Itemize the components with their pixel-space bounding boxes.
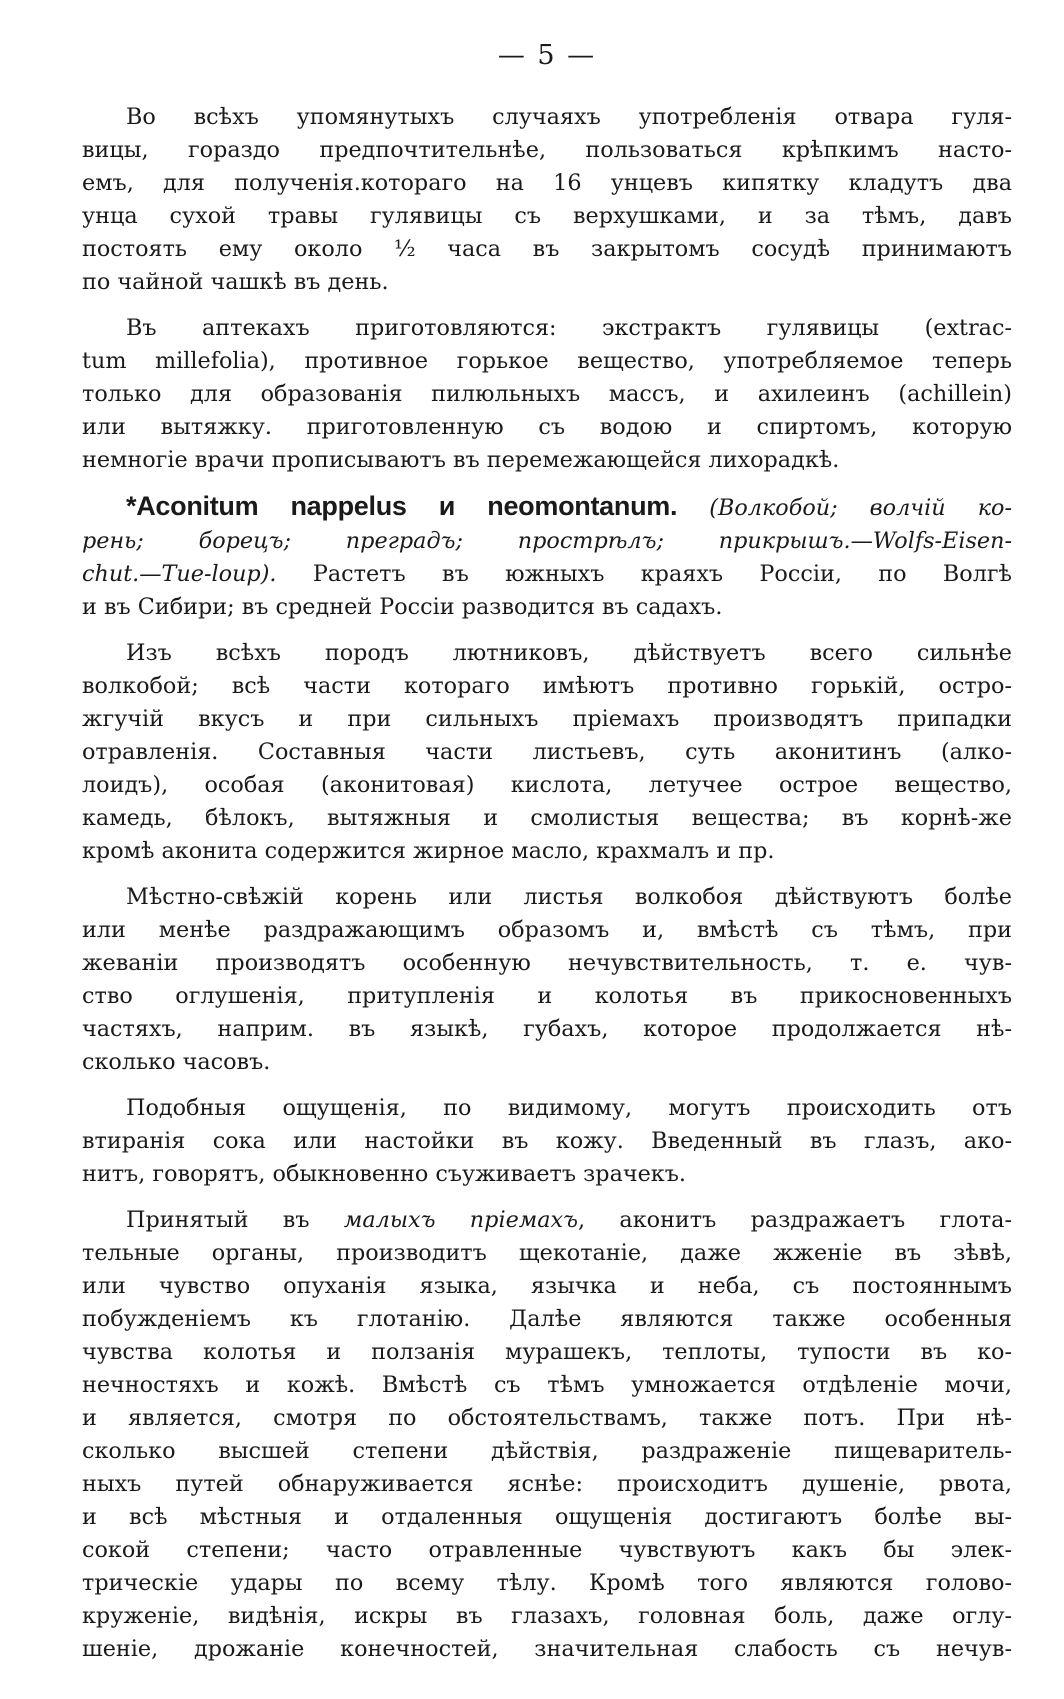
text-line: Въ аптекахъ приготовляются: экстрактъ гулявицы (extrac- bbox=[126, 315, 1012, 341]
emphasis-small-doses: малыхъ пріемахъ bbox=[343, 1207, 578, 1233]
text-line: лоидъ), особая (аконитовая) кислота, летучее острое вещество, bbox=[82, 772, 1012, 798]
text-line: унца сухой травы гулявицы съ верхушками, и за тѣмъ, давъ bbox=[82, 203, 1012, 229]
text-line: или вытяжку. приготовленную съ водою и спиртомъ, которую bbox=[82, 414, 1012, 440]
text-line: круженіе, видѣнія, искры въ глазахъ, головная боль, даже оглу- bbox=[82, 1603, 1012, 1629]
text-fragment: Принятый въ bbox=[126, 1207, 344, 1233]
text-line: нечностяхъ и кожѣ. Вмѣстѣ съ тѣмъ умножается отдѣленіе мочи, bbox=[82, 1372, 1012, 1398]
text-line: шеніе, дрожаніе конечностей, значительная слабость съ нечув- bbox=[82, 1636, 1012, 1662]
text-line: tum millefolia), противное горькое вещество, употребляемое теперь bbox=[82, 348, 1012, 374]
entry-line bbox=[82, 558, 1012, 591]
paragraph-composition bbox=[82, 637, 1012, 868]
text-line: или менѣе раздражающимъ образомъ и, вмѣстѣ съ тѣмъ, при bbox=[82, 917, 1012, 943]
text-line: нитъ, говорятъ, обыкновенно съуживаетъ зрачекъ. bbox=[82, 1161, 687, 1187]
text-line: или чувство опуханія языка, язычка и неба, съ постояннымъ bbox=[82, 1273, 1012, 1299]
paragraph-small-doses bbox=[82, 1204, 1012, 1666]
text-line: жеваніи производятъ особенную нечувствительность, т. е. чув- bbox=[82, 950, 1012, 976]
text-fragment: , аконитъ раздражаетъ глота- bbox=[577, 1207, 1012, 1233]
text-line: Мѣстно-свѣжій корень или листья волкобоя дѣйствуютъ болѣе bbox=[126, 884, 1012, 910]
text-line: Во всѣхъ упомянутыхъ случаяхъ употребленія отвара гуля- bbox=[126, 104, 1012, 130]
entry-heading-line bbox=[82, 490, 1012, 525]
text-line: только для образованія пилюльныхъ массъ, и ахилеинъ (achillein) bbox=[82, 381, 1012, 407]
text-line: сокой степени; часто отравленные чувствуютъ какъ бы элек- bbox=[82, 1537, 1012, 1563]
entry-synonyms: (Волкобой; волчій ко- bbox=[709, 495, 1012, 521]
text-line: отравленія. Составныя части листьевъ, суть аконитинъ (алко- bbox=[82, 739, 1012, 765]
paragraph-pharmacy bbox=[82, 312, 1012, 477]
text-line: постоять ему около ½ часа въ закрытомъ сосудѣ принимаютъ bbox=[82, 236, 1012, 262]
entry-aconitum bbox=[82, 490, 1012, 624]
text-line: сколько часовъ. bbox=[82, 1049, 271, 1075]
text-line: втиранія сока или настойки въ кожу. Введенный въ глазъ, ако- bbox=[82, 1128, 1012, 1154]
text-line: тельные органы, производитъ щекотаніе, даже жженіе въ зѣвѣ, bbox=[82, 1240, 1012, 1266]
paragraph-infusion bbox=[82, 101, 1012, 299]
text-line: Подобныя ощущенія, по видимому, могутъ происходить отъ bbox=[126, 1095, 1012, 1121]
page-number: — 5 — bbox=[497, 40, 597, 71]
text-line: и является, смотря по обстоятельствамъ, также потъ. При нѣ- bbox=[82, 1405, 1012, 1431]
text-line: немногіе врачи прописываютъ въ перемежающейся лихорадкѣ. bbox=[82, 447, 840, 473]
text-line: чувства колотья и ползанія мурашекъ, теплоты, тупости въ ко- bbox=[82, 1339, 1012, 1365]
text-line: трическіе удары по всему тѣлу. Кромѣ того являются голово- bbox=[82, 1570, 1012, 1596]
text-line bbox=[82, 1204, 1012, 1237]
paragraph-sensations bbox=[82, 1092, 1012, 1191]
text-line: волкобой; всѣ части котораго имѣютъ противно горькій, остро- bbox=[82, 673, 1012, 699]
entry-habitat: Растетъ въ южныхъ краяхъ Россіи, по Волгѣ bbox=[276, 561, 1012, 587]
book-page bbox=[82, 40, 1012, 1679]
text-line: частяхъ, наприм. въ языкѣ, губахъ, которое продолжается нѣ- bbox=[82, 1016, 1012, 1042]
entry-synonyms-end: chut.—Tue-loup). bbox=[82, 561, 277, 587]
entry-synonyms-continued: рень; борецъ; преградъ; прострѣлъ; прикрышъ.—Wolfs-Eisen- bbox=[82, 528, 1012, 554]
text-line: камедь, бѣлокъ, вытяжныя и смолистыя вещества; въ корнѣ-же bbox=[82, 805, 1012, 831]
text-line: и всѣ мѣстныя и отдаленныя ощущенія достигаютъ болѣе вы- bbox=[82, 1504, 1012, 1530]
text-line: и въ Сибири; въ средней Россіи разводится въ садахъ. bbox=[82, 594, 723, 620]
text-line: жгучій вкусъ и при сильныхъ пріемахъ производятъ припадки bbox=[82, 706, 1012, 732]
text-line: побужденіемъ къ глотанію. Далѣе являются также особенныя bbox=[82, 1306, 1012, 1332]
text-line: емъ, для полученія.котораго на 16 унцевъ кипятку кладутъ два bbox=[82, 170, 1012, 196]
paragraph-local-action bbox=[82, 881, 1012, 1079]
text-line: Изъ всѣхъ породъ лютниковъ, дѣйствуетъ всего сильнѣе bbox=[126, 640, 1012, 666]
text-line: по чайной чашкѣ въ день. bbox=[82, 269, 389, 295]
text-line: ство оглушенія, притупленія и колотья въ прикосновенныхъ bbox=[82, 983, 1012, 1009]
text-line: сколько высшей степени дѣйствія, раздраженіе пищеваритель- bbox=[82, 1438, 1012, 1464]
text-line: вицы, гораздо предпочтительнѣе, пользоваться крѣпкимъ насто- bbox=[82, 137, 1012, 163]
text-line: ныхъ путей обнаруживается яснѣе: происходитъ душеніе, рвота, bbox=[82, 1471, 1012, 1497]
text-line: кромѣ аконита содержится жирное масло, крахмалъ и пр. bbox=[82, 838, 775, 864]
entry-title: *Aconitum nappelus и neomontanum. bbox=[126, 491, 678, 521]
